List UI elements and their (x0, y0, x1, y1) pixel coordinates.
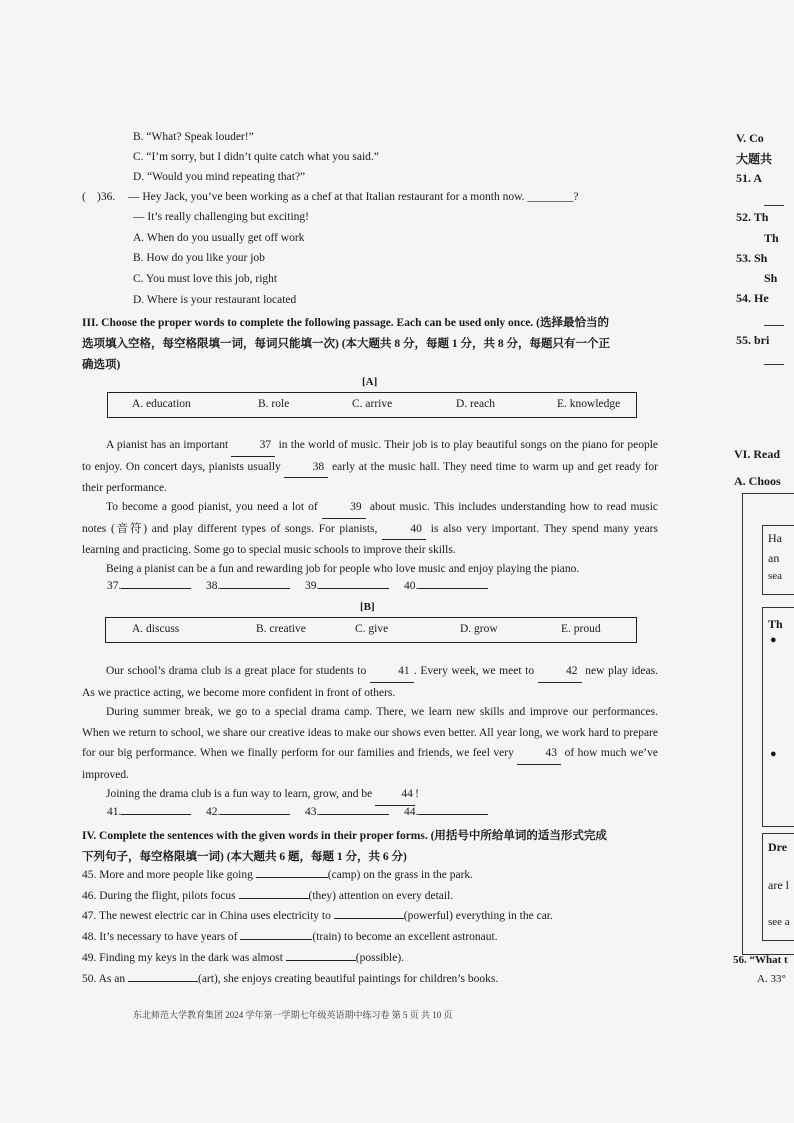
blank-40[interactable]: 40 (382, 519, 426, 541)
q36-option-c: C. You must love this job, right (133, 273, 278, 285)
answer-40: 40. (404, 580, 488, 592)
blank-41[interactable]: 41 (370, 661, 414, 683)
section6-heading: VI. Read (734, 447, 781, 461)
word-option: E. knowledge (557, 398, 621, 410)
page-footer: 东北师范大学教育集团 2024 学年第一学期七年级英语期中练习卷 第 5 页 共 10 页 (133, 1010, 453, 1020)
answer-42: 42. (206, 806, 290, 818)
answer-43: 43. (305, 806, 389, 818)
bullet-icon: ● (770, 634, 777, 646)
question-45: 45. More and more people like going (camp) on the grass in the park. (82, 869, 474, 881)
answer-41: 41. (107, 806, 191, 818)
q36-option-a: A. When do you usually get off work (133, 232, 305, 244)
q36-paren: ( (82, 191, 86, 203)
part-b-paragraph-1: Our school’s drama club is a great place for students to 41 . Every week, we meet to 42 new play ideas. As we practice acting, we become more confident in front of others. (82, 661, 658, 703)
part-b-word-box (105, 617, 637, 643)
q36-option-b: B. How do you like your job (133, 252, 265, 264)
question-55: 55. bri (736, 333, 770, 347)
blank-38[interactable]: 38 (284, 457, 328, 479)
word-option: C. arrive (352, 398, 393, 410)
reading-box-3-text: see a (768, 916, 790, 928)
reading-box-3-title: Dre (768, 840, 788, 854)
question-50: 50. As an (art), she enjoys creating beautiful paintings for children’s books. (82, 973, 499, 985)
reading-box-2-title: Th (768, 617, 783, 631)
word-option: D. grow (460, 623, 498, 635)
answer-37: 37. (107, 580, 191, 592)
bullet-icon: ● (770, 748, 777, 760)
reading-box-1-text: Ha (768, 531, 782, 545)
answer-line (764, 325, 784, 326)
part-a-paragraph-3: Being a pianist can be a fun and rewarding job for people who love music and enjoy playing the piano. (106, 563, 580, 575)
question-53: 53. Sh (736, 251, 768, 265)
question-52: 52. Th (736, 210, 769, 224)
word-option: B. creative (256, 623, 306, 635)
section4-heading-line2: 下列句子，每空格限填一词) (本大题共 6 题，每题 1 分，共 6 分) (82, 851, 407, 863)
q35-option-d: D. “Would you mind repeating that?” (133, 171, 306, 183)
answer-line (764, 364, 784, 365)
reading-box-3-text: are l (768, 878, 789, 892)
blank-44[interactable]: 44 (375, 784, 415, 806)
blank-42[interactable]: 42 (538, 661, 582, 683)
answer-39: 39. (305, 580, 389, 592)
question-52-line2: Th (764, 231, 779, 245)
section5-heading: V. Co (736, 131, 764, 145)
part-a-word-box (107, 392, 637, 418)
blank-43[interactable]: 43 (517, 743, 561, 765)
part-a-paragraph-1: A pianist has an important 37 in the world of music. Their job is to play beautiful songs on the piano for people to enjoy. On concert days, pianists usually 38 early at the music hall. They need time to warm up and get ready for their performance. (82, 435, 658, 499)
blank-37[interactable]: 37 (231, 435, 275, 457)
section5-heading-cn: 大题共 (736, 152, 773, 166)
q36-option-d: D. Where is your restaurant located (133, 294, 297, 306)
part-b-paragraph-2: During summer break, we go to a special drama camp. There, we learn new skills and improve our performances. When we return to school, we share our creative ideas to make our shows even better. All year long, we work hard to prepare for our big performance. When we finally perform for our families and friends, we feel very 43 of how much we’ve improved. (82, 706, 658, 781)
question-48: 48. It’s necessary to have years of (train) to become an excellent astronaut. (82, 931, 498, 943)
q35-option-b: B. “What? Speak louder!” (133, 131, 254, 143)
part-a-paragraph-2: To become a good pianist, you need a lot of 39 about music. This includes understanding how to read music notes (音符) and play different types of songs. For pianists, 40 is also very important. They spend many years learning and practicing. Some go to special music schools to improve their skills. (82, 497, 658, 561)
q35-option-c: C. “I’m sorry, but I didn’t quite catch what you said.” (133, 151, 379, 163)
answer-line (764, 205, 784, 206)
question-47: 47. The newest electric car in China uses electricity to (powerful) everything in the car. (82, 910, 553, 922)
reading-box-1-text: sea (768, 570, 783, 582)
section3-heading-line1: III. Choose the proper words to complete the following passage. Each can be used only once. (选择最恰当的 (82, 317, 609, 329)
word-option: A. education (132, 398, 191, 410)
q36-dialogue-line2: — It’s really challenging but exciting! (133, 211, 309, 223)
answer-38: 38. (206, 580, 290, 592)
part-b-label: [B] (360, 601, 375, 613)
section3-heading-line2: 选项填入空格，每空格限填一词，每词只能填一次) (本大题共 8 分，每题 1 分，共 8 分，每题只有一个正 (82, 338, 611, 350)
q36-dialogue-line1: — Hey Jack, you’ve been working as a chef at that Italian restaurant for a month now. ________? (128, 191, 579, 203)
reading-box-2 (762, 607, 794, 827)
section3-heading-line3: 确选项) (82, 359, 121, 371)
answer-44: 44. (404, 806, 488, 818)
question-53-line2: Sh (764, 271, 778, 285)
part-b-paragraph-3: Joining the drama club is a fun way to learn, grow, and be 44 ! (82, 784, 658, 806)
word-option: E. proud (561, 623, 601, 635)
question-56: 56. “What t (733, 954, 788, 966)
question-49: 49. Finding my keys in the dark was almost (possible). (82, 952, 405, 964)
reading-box-1-text: an (768, 551, 780, 565)
question-51: 51. A (736, 171, 763, 185)
word-option: C. give (355, 623, 389, 635)
q36-number: )36. (97, 191, 116, 203)
word-option: B. role (258, 398, 290, 410)
question-46: 46. During the flight, pilots focus (they) attention on every detail. (82, 890, 454, 902)
section6-part-a-heading: A. Choos (734, 474, 781, 488)
part-a-label: [A] (362, 376, 378, 388)
word-option: A. discuss (132, 623, 180, 635)
question-54: 54. He (736, 291, 769, 305)
question-56-option-a: A. 33° (757, 973, 786, 985)
section4-heading-line1: IV. Complete the sentences with the given words in their proper forms. (用括号中所给单词的适当形式完成 (82, 830, 607, 842)
word-option: D. reach (456, 398, 495, 410)
blank-39[interactable]: 39 (322, 497, 366, 519)
